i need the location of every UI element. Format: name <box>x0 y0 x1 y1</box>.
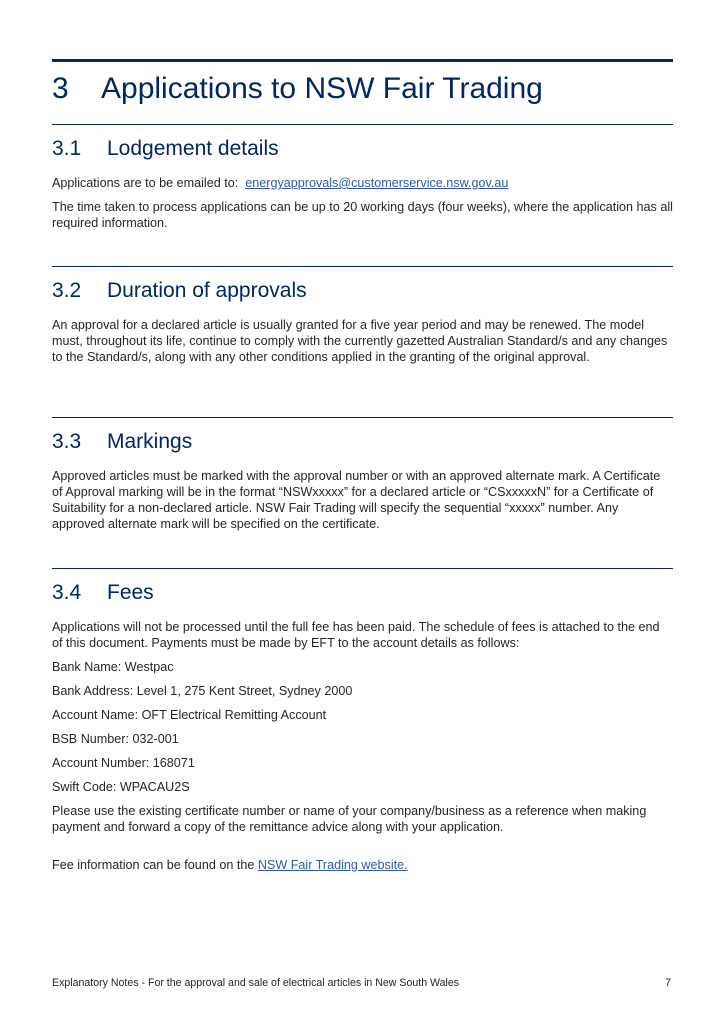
section-title: Lodgement details <box>107 137 279 160</box>
swift-code: Swift Code: WPACAU2S <box>52 780 190 794</box>
section-heading <box>52 137 673 161</box>
section-title: Fees <box>107 581 154 604</box>
section-title: Markings <box>107 430 193 453</box>
footer-text: Explanatory Notes - For the approval and sale of electrical articles in New South Wales <box>52 977 460 989</box>
section-3-3 <box>52 417 673 540</box>
chapter-number: 3 <box>52 72 69 105</box>
document-page <box>52 0 673 1024</box>
section-heading <box>52 430 673 454</box>
section-number: 3.1 <box>52 137 82 160</box>
section-3-2 <box>52 266 673 373</box>
bank-name: Bank Name: Westpac <box>52 660 174 674</box>
section-title: Duration of approvals <box>107 279 307 302</box>
processing-time-paragraph: The time taken to process applications can be up to 20 working days (four weeks), where the application has all required information. <box>52 200 673 230</box>
section-heading <box>52 581 673 605</box>
lodgement-paragraph <box>52 175 673 191</box>
section-number: 3.2 <box>52 279 82 302</box>
section-rule <box>52 124 673 125</box>
remittance-paragraph: Please use the existing certificate number or name of your company/business as a reference when making payment and forward a copy of the remittance advice along with your application. <box>52 804 647 834</box>
section-number: 3.4 <box>52 581 82 604</box>
section-heading <box>52 279 673 303</box>
fair-trading-website-link[interactable]: NSW Fair Trading website. <box>257 858 408 872</box>
bsb-number: BSB Number: 032-001 <box>52 732 179 746</box>
duration-paragraph: An approval for a declared article is usually granted for a five year period and may be renewed. The model must, throughout its life, continue to comply with the currently gazetted Australian Standard/s and any changes to the Standard/s, along with any other conditions applied in the granting of the original approval. <box>52 318 668 364</box>
email-link[interactable]: energyapprovals@customerservice.nsw.gov.au <box>245 176 509 190</box>
section-rule <box>52 266 673 267</box>
markings-paragraph: Approved articles must be marked with the approval number or with an approved alternate mark. A Certificate of Approval marking will be in the format “NSWxxxxx” for a declared article or “CSxxxxxN” for a Certificate of Suitability for a non-declared article. NSW Fair Trading will specify the sequential “xxxxx” number. Any approved alternate mark will be specified on the certificate. <box>52 469 661 531</box>
section-rule <box>52 568 673 569</box>
page-footer <box>52 977 673 989</box>
fee-info-paragraph <box>52 857 673 873</box>
fees-paragraph: Applications will not be processed until the full fee has been paid. The schedule of fees is attached to the end of this document. Payments must be made by EFT to the account details as follows: <box>52 620 660 650</box>
lodgement-text: Applications are to be emailed to: <box>52 176 239 190</box>
account-name: Account Name: OFT Electrical Remitting Account <box>52 708 327 722</box>
section-3-4 <box>52 568 673 881</box>
section-rule <box>52 417 673 418</box>
section-number: 3.3 <box>52 430 82 453</box>
top-rule <box>52 59 673 62</box>
fee-info-text: Fee information can be found on the <box>52 858 255 872</box>
page-number: 7 <box>665 977 671 989</box>
chapter-title: Applications to NSW Fair Trading <box>101 72 543 105</box>
chapter-heading <box>52 72 543 106</box>
account-number: Account Number: 168071 <box>52 756 195 770</box>
bank-address: Bank Address: Level 1, 275 Kent Street, Sydney 2000 <box>52 684 353 698</box>
section-3-1 <box>52 124 673 239</box>
